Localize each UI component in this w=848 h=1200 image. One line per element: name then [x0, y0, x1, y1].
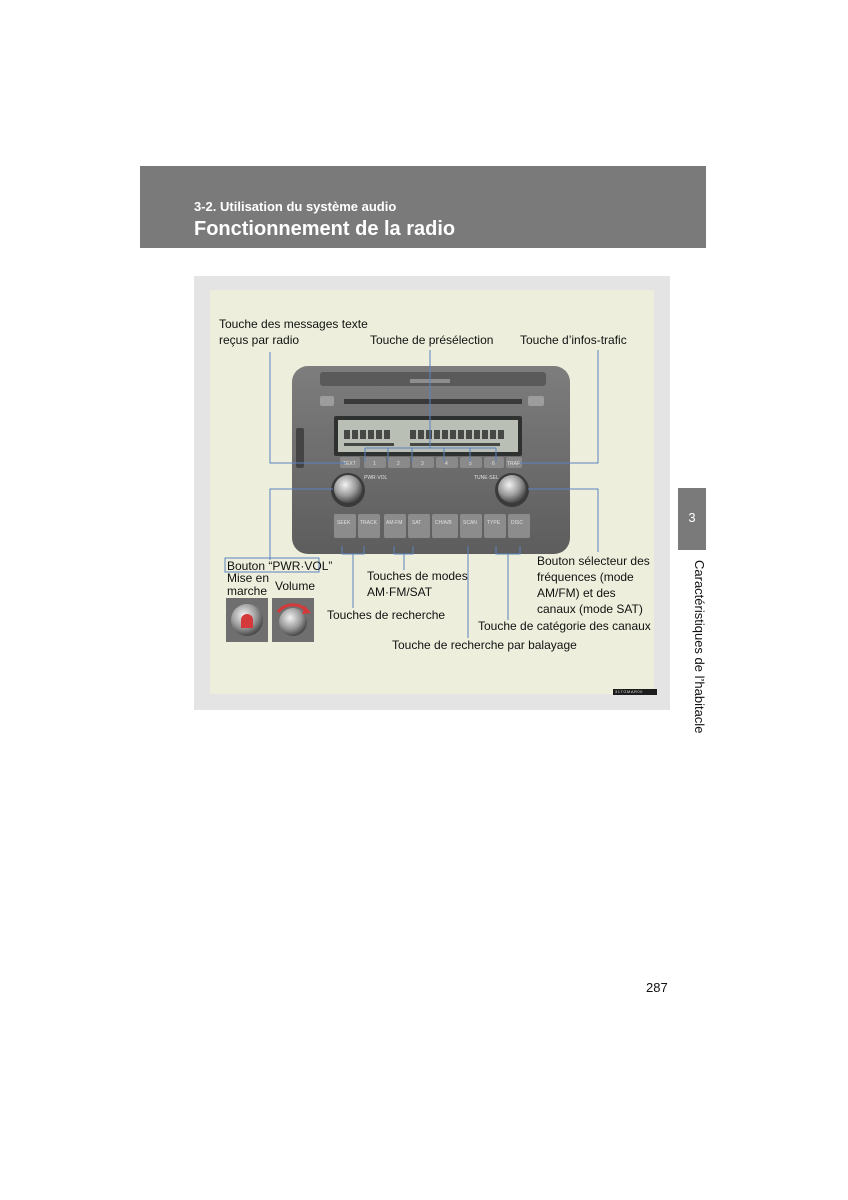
label-text-messages: Touche des messages texte reçus par radio [219, 317, 368, 347]
label-scan: Touche de recherche par balayage [392, 638, 577, 652]
page-number: 287 [646, 980, 668, 995]
label-tune-1: Bouton sélecteur des [537, 554, 650, 568]
label-tune-2: fréquences (mode [537, 570, 634, 584]
preset-2-label: 2 [397, 461, 400, 467]
type-button-label: TYPE [487, 520, 501, 526]
tune-sel-label: TUNE·SEL [474, 475, 499, 481]
preset-6-label: 6 [492, 461, 495, 467]
amfm-button-label: AM·FM [386, 520, 403, 526]
disc-button-label: DISC [511, 520, 523, 526]
label-modes-2: AM·FM/SAT [367, 585, 433, 599]
label-modes-1: Touches de modes [367, 569, 468, 583]
label-category: Touche de catégorie des canaux [478, 619, 651, 633]
track-button-label: TRACK [360, 520, 377, 526]
label-pwr-vol: Bouton “PWR·VOL” [227, 559, 333, 573]
seek-button-label: SEEK [337, 520, 351, 526]
label-traffic: Touche d’infos-trafic [520, 333, 627, 347]
preset-1-label: 1 [373, 461, 376, 467]
pwr-vol-label: PWR·VOL [364, 475, 388, 481]
image-code: 31TGMAR00 [613, 689, 657, 695]
label-power-on-1: Mise en [227, 571, 270, 585]
traffic-button-label: TRAF [507, 461, 521, 467]
pwr-vol-knob [334, 475, 362, 503]
preset-4-label: 4 [445, 461, 448, 467]
label-volume: Volume [275, 579, 316, 593]
label-power-on-2: marche [227, 584, 268, 598]
label-tune-3: AM/FM) et des [537, 586, 616, 600]
chapter-title: Caractéristiques de l’habitacle [692, 560, 707, 734]
scan-button-label: SCAN [463, 520, 477, 526]
chapter-number: 3 [688, 510, 696, 525]
radio-unit [292, 366, 570, 554]
finger-icon [241, 614, 253, 628]
preset-3-label: 3 [421, 461, 424, 467]
preset-5-label: 5 [469, 461, 472, 467]
chapter-tab [678, 488, 706, 550]
sat-button-label: SAT [412, 520, 422, 526]
text-button-label: TEXT [343, 461, 356, 467]
label-preset: Touche de présélection [370, 333, 494, 347]
label-tune-4: canaux (mode SAT) [537, 602, 643, 616]
tune-sel-knob [498, 475, 526, 503]
section-subtitle: 3-2. Utilisation du système audio [194, 199, 397, 214]
cab-button-label: CH/A/B [435, 520, 452, 526]
knob-insets [226, 598, 314, 642]
label-seek: Touches de recherche [327, 608, 446, 622]
page-title: Fonctionnement de la radio [194, 218, 456, 240]
